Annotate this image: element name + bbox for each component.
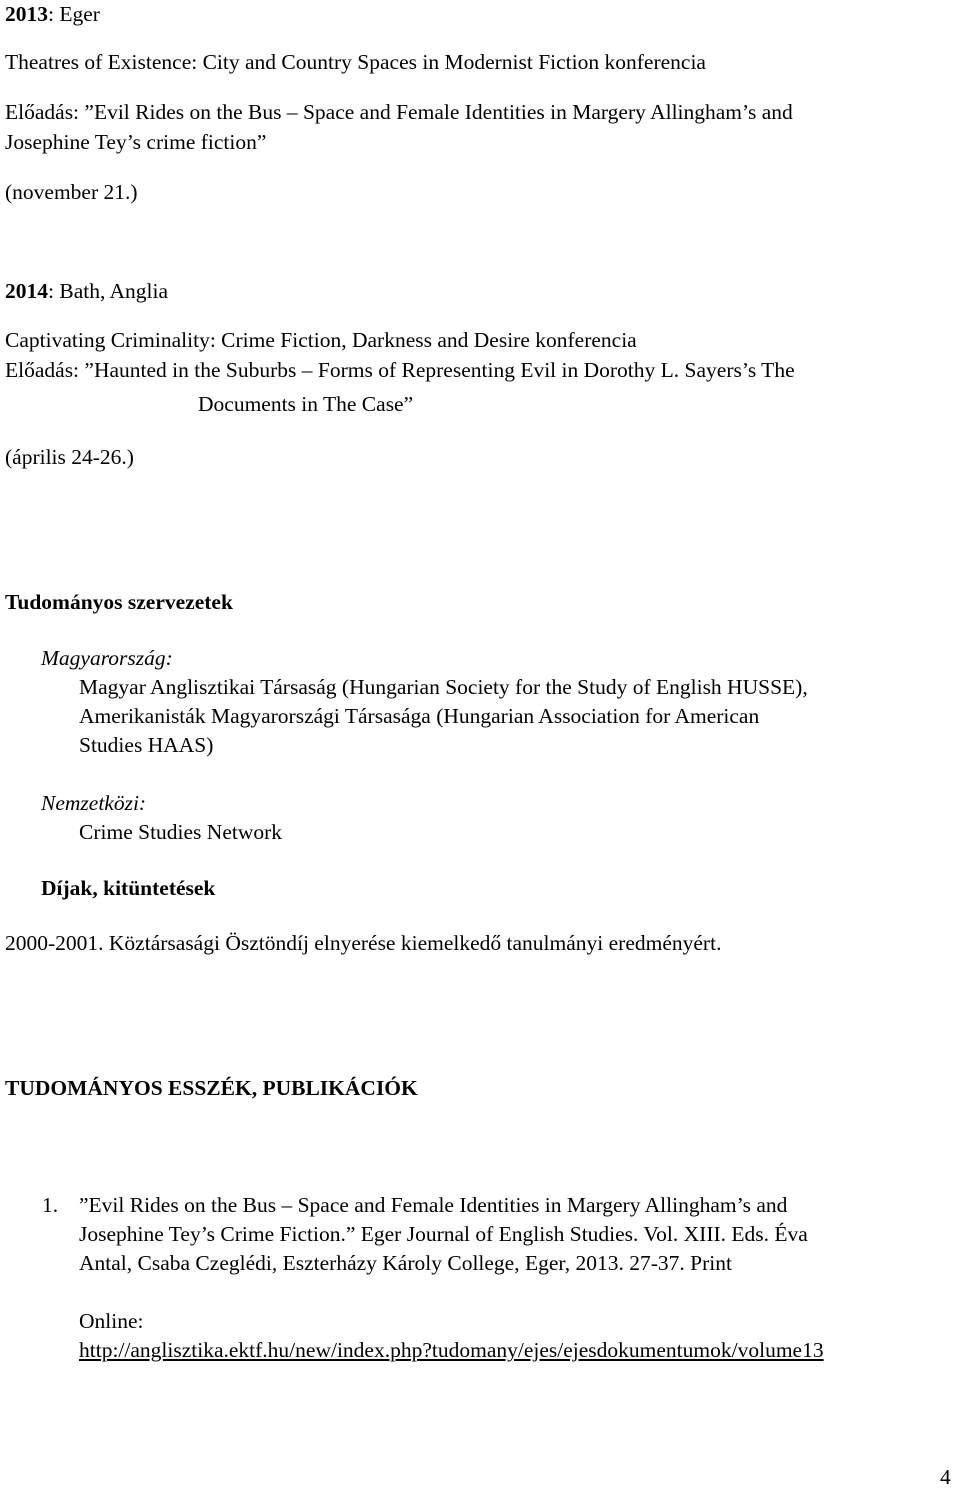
publication-line1: ”Evil Rides on the Bus – Space and Female Identities in Margery Allingham’s and [79, 1193, 788, 1217]
publication-number: 1. [42, 1193, 59, 1217]
organizations-hungary-line1: Magyar Anglisztikai Társaság (Hungarian Society for the Study of English HUSSE), [79, 675, 808, 699]
page-number: 4 [940, 1465, 951, 1489]
conference-2013-header [5, 4, 100, 26]
organizations-hungary-label: Magyarország: [41, 646, 173, 670]
publication-line2: Josephine Tey’s Crime Fiction.” Eger Journal of English Studies. Vol. XIII. Eds. Éva [79, 1222, 808, 1246]
publication-online-link[interactable]: http://anglisztika.ektf.hu/new/index.php?tudomany/ejes/ejesdokumentumok/volume13 [79, 1338, 824, 1362]
conference-2014-talk-line2: Documents in The Case” [198, 392, 414, 416]
organizations-heading: Tudományos szervezetek [5, 590, 233, 614]
organizations-international-label: Nemzetközi: [41, 791, 147, 815]
conference-2014-year: 2014 [5, 279, 48, 303]
organizations-international-line1: Crime Studies Network [79, 820, 283, 844]
publication-line3: Antal, Csaba Czeglédi, Eszterházy Károly College, Eger, 2013. 27-37. Print [79, 1251, 732, 1275]
conference-2013-year: 2013 [5, 2, 48, 26]
conference-2013-date: (november 21.) [5, 180, 138, 204]
conference-2014-place: : Bath, Anglia [48, 279, 169, 303]
conference-2014-talk-line1: Előadás: ”Haunted in the Suburbs – Forms of Representing Evil in Dorothy L. Sayers’s The [5, 358, 795, 382]
conference-2013-talk-line2: Josephine Tey’s crime fiction” [5, 130, 267, 154]
conference-2013-place: : Eger [48, 2, 100, 26]
conference-2014-header [5, 281, 168, 303]
publications-heading: TUDOMÁNYOS ESSZÉK, PUBLIKÁCIÓK [5, 1076, 418, 1100]
conference-2013-title: Theatres of Existence: City and Country Spaces in Modernist Fiction konferencia [5, 50, 706, 74]
conference-2014-title: Captivating Criminality: Crime Fiction, Darkness and Desire konferencia [5, 328, 637, 352]
conference-2014-date: (április 24-26.) [5, 445, 134, 469]
organizations-hungary-line3: Studies HAAS) [79, 733, 214, 757]
awards-heading: Díjak, kitüntetések [41, 876, 216, 900]
publication-online-label: Online: [79, 1309, 144, 1333]
organizations-hungary-line2: Amerikanisták Magyarországi Társasága (Hungarian Association for American [79, 704, 760, 728]
conference-2013-talk-line1: Előadás: ”Evil Rides on the Bus – Space and Female Identities in Margery Allingham’s and [5, 100, 793, 124]
awards-item: 2000-2001. Köztársasági Ösztöndíj elnyerése kiemelkedő tanulmányi eredményért. [5, 931, 722, 955]
